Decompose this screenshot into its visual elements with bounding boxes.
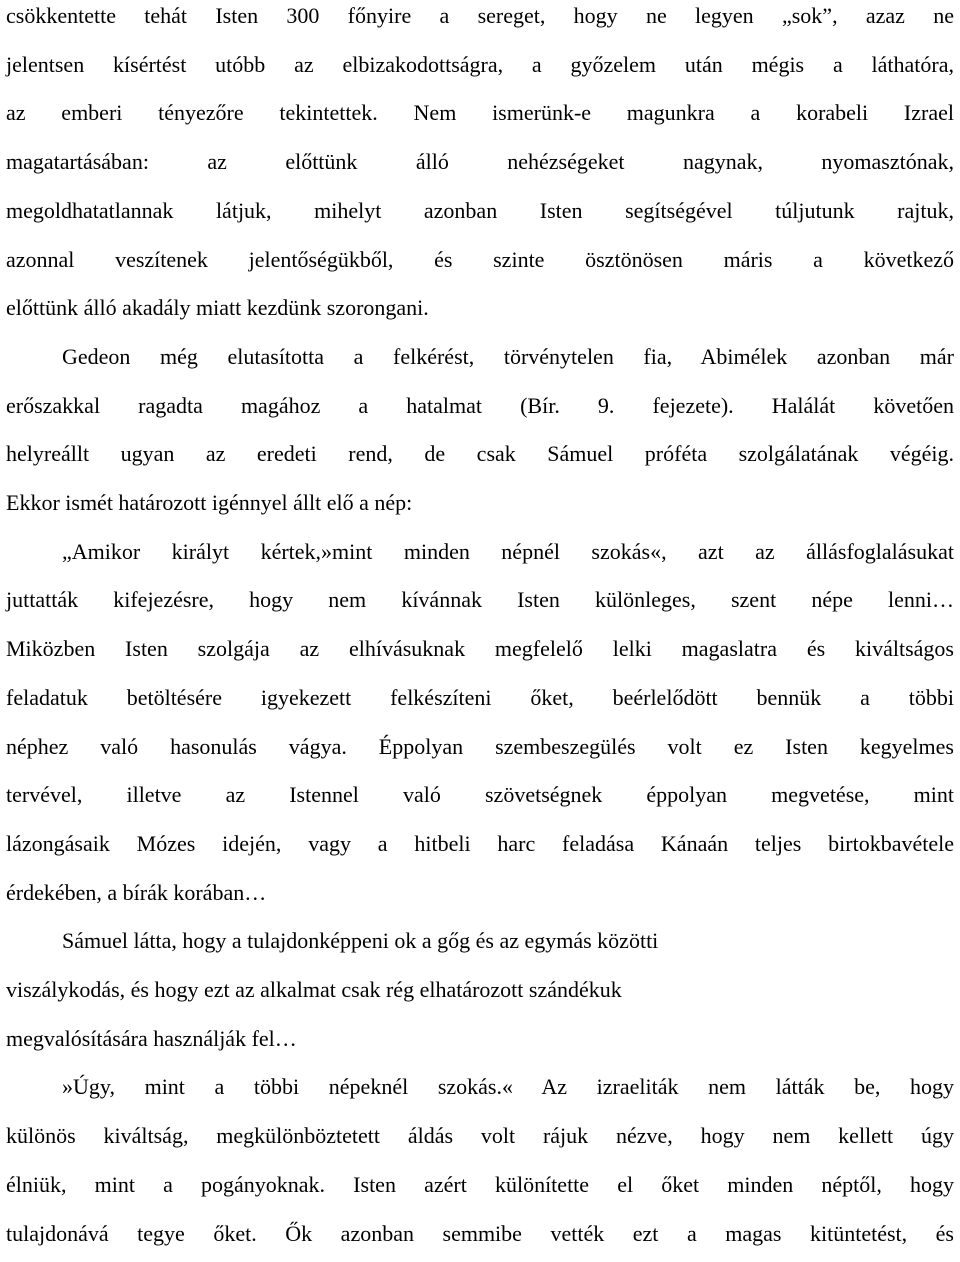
text-line: tulajdonává tegye őket. Ők azonban semmibe vették ezt a magas kitüntetést, és [6, 1220, 954, 1246]
text-line: „Amikor királyt kértek,»mint minden népnél szokás«, azt az állásfoglalásukat [62, 538, 954, 564]
text-line: viszálykodás, és hogy ezt az alkalmat csak rég elhatározott szándékuk [6, 977, 622, 1002]
text-line: megoldhatatlannak látjuk, mihelyt azonban Isten segítségével túljutunk rajtuk, [6, 197, 954, 223]
text-line: megvalósítására használják fel… [6, 1025, 297, 1051]
text-line: élniük, mint a pogányoknak. Isten azért különítette el őket minden néptől, hogy [6, 1171, 954, 1197]
text-line: csökkentette tehát Isten 300 főnyire a sereget, hogy ne legyen „sok”, azaz ne [6, 3, 954, 28]
text-line: Sámuel látta, hogy a tulajdonképpeni ok a gőg és az egymás közötti [62, 928, 659, 954]
text-line: érdekében, a bírák korában… [6, 879, 267, 905]
text-line: helyreállt ugyan az eredeti rend, de csak Sámuel próféta szolgálatának végéig. [6, 441, 954, 467]
text-line: különös kiváltság, megkülönböztetett áldás volt rájuk nézve, hogy nem kellett úgy [6, 1123, 954, 1149]
text-line: tervével, illetve az Istennel való szövetségnek éppolyan megvetése, mint [6, 782, 954, 808]
text-line: előttünk álló akadály miatt kezdünk szorongani. [6, 295, 429, 321]
text-line: Gedeon még elutasította a felkérést, törvénytelen fia, Abimélek azonban már [62, 343, 954, 369]
text-line: jelentsen kísértést utóbb az elbizakodottságra, a győzelem után mégis a láthatóra, [6, 51, 954, 77]
text-line: lázongásaik Mózes idején, vagy a hitbeli harc feladása Kánaán teljes birtokbavétele [6, 830, 954, 856]
text-line: feladatuk betöltésére igyekezett felkészíteni őket, beérlelődött bennük a többi [6, 684, 954, 710]
text-line: »Úgy, mint a többi népeknél szokás.« Az izraeliták nem látták be, hogy [62, 1074, 954, 1100]
text-line: Ekkor ismét határozott igénnyel állt elő a nép: [6, 490, 413, 515]
text-line: magatartásában: az előttünk álló nehézségeket nagynak, nyomasztónak, [6, 149, 954, 175]
text-line: az emberi tényezőre tekintettek. Nem ismerünk-e magunkra a korabeli Izrael [6, 100, 954, 126]
text-line: néphez való hasonulás vágya. Éppolyan szembeszegülés volt ez Isten kegyelmes [6, 733, 954, 759]
text-line: juttatták kifejezésre, hogy nem kívánnak Isten különleges, szent népe lenni… [6, 587, 954, 613]
text-line: azonnal veszítenek jelentőségükből, és szinte ösztönösen máris a következő [6, 246, 954, 272]
text-line: Miközben Isten szolgája az elhívásuknak megfelelő lelki magaslatra és kiváltságos [6, 636, 954, 662]
text-line: erőszakkal ragadta magához a hatalmat (Bír. 9. fejezete). Halálát követően [6, 392, 954, 418]
